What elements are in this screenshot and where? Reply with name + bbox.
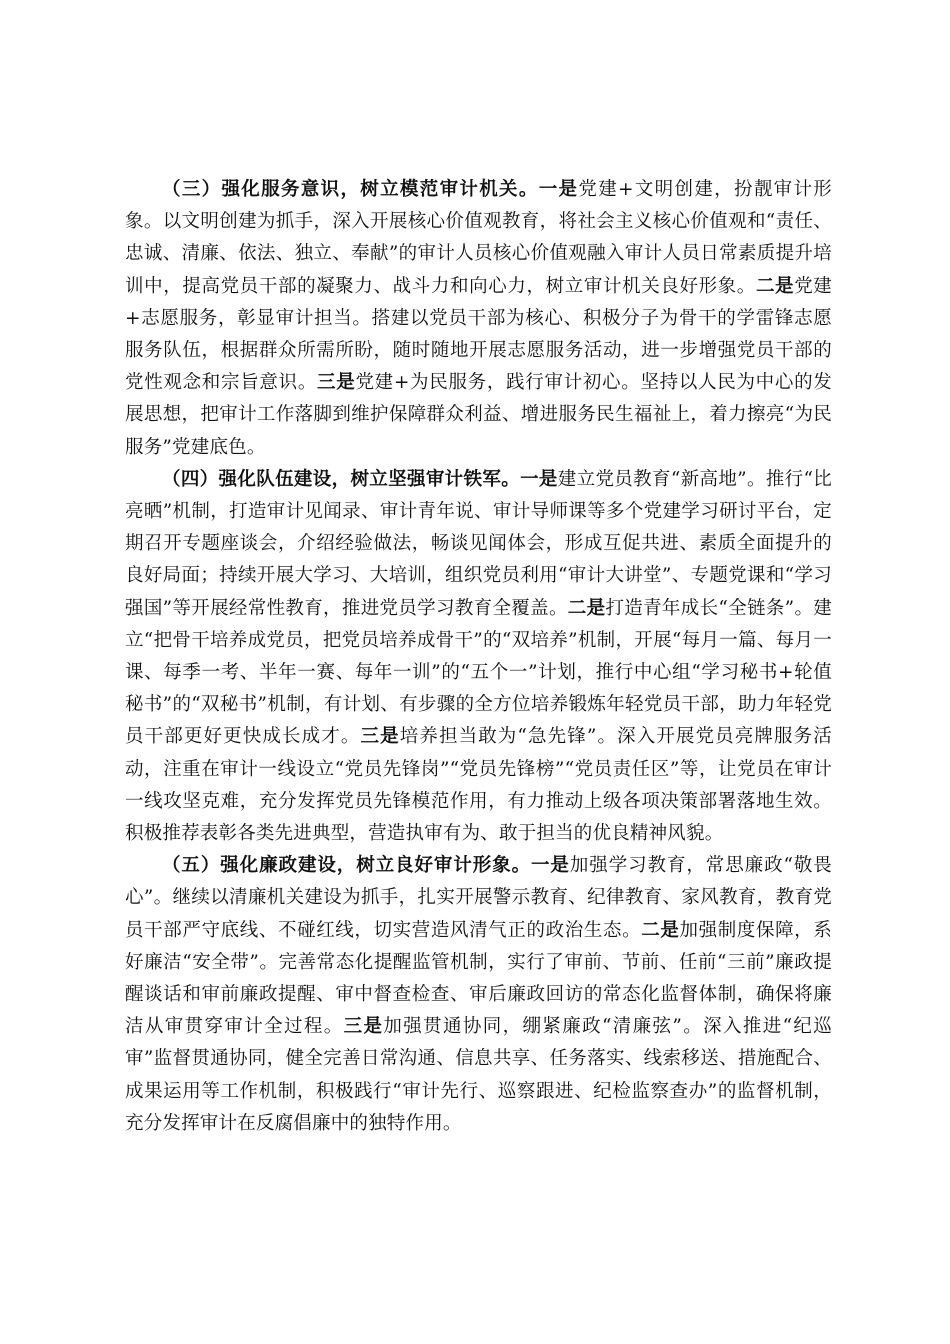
section-5-point-2-text: 加强制度保障，系好廉洁“安全带”。完善常态化提醒监管机制，实行了审前、节前、任前“三前”廉政提醒谈话和审前廉政提醒、审中督查检查、审后廉政回访的常态化监督体制，确保将廉洁从审贯穿审计全过程。 — [125, 919, 833, 1038]
section-4-point-3-lead: 三是 — [360, 726, 400, 748]
section-4-point-3-text: 培养担当敢为“急先锋”。深入开展党员亮牌服务活动，注重在审计一线设立“党员先锋岗”“党员先锋榜”“党员责任区”等，让党员在审计一线攻坚克难，充分发挥党员先锋模范作用，有力推动上级各项决策部署落地生效。积极推荐表彰各类先进典型，营造执审有为、敢于担当的优良精神风貌。 — [125, 726, 832, 845]
section-4-heading: （四）强化队伍建设，树立坚强审计铁军。 — [162, 468, 521, 490]
section-3-point-3-lead: 三是 — [317, 372, 356, 394]
section-5-heading: （五）强化廉政建设，树立良好审计形象。 — [162, 855, 532, 877]
section-4-paragraph — [125, 464, 832, 850]
section-5-paragraph — [125, 850, 832, 1140]
section-3-point-1-text: 党建+文明创建，扮靓审计形象。以文明创建为抓手，深入开展核心价值观教育，将社会主义核心价值观和“责任、忠诚、清廉、依法、独立、奉献”的审计人员核心价值观融入审计人员日常素质提升培训中，提高党员干部的凝聚力、战斗力和向心力，树立审计机关良好形象。 — [125, 179, 832, 297]
section-5-point-3-text: 加强贯通协同，绷紧廉政“清廉弦”。深入推进“纪巡审”监督贯通协同，健全完善日常沟通、信息共享、任务落实、线索移送、措施配合、成果运用等工作机制，积极践行“审计先行、巡察跟进、纪检监察查办”的监督机制，充分发挥审计在反腐倡廉中的独特作用。 — [125, 1016, 832, 1134]
section-3-point-2-text: 党建+志愿服务，彰显审计担当。搭建以党员干部为核心、积极分子为骨干的学雷锋志愿服务队伍，根据群众所需所盼，随时随地开展志愿服务活动，进一步增强党员干部的党性观念和宗旨意识。 — [125, 275, 833, 394]
section-3-point-1-lead: 一是 — [538, 179, 579, 200]
document-page — [125, 174, 832, 1140]
section-5-point-2-lead: 二是 — [641, 919, 680, 941]
section-5-point-1-text: 加强学习教育，常思廉政“敬畏心”。继续以清廉机关建设为抓手，扎实开展警示教育、纪律教育、家风教育，教育党员干部严守底线、不碰红线，切实营造风清气正的政治生态。 — [125, 855, 832, 941]
section-5-point-1-lead: 一是 — [531, 855, 570, 877]
section-4-point-1-text: 建立党员教育“新高地”。推行“比亮晒”机制，打造审计见闻录、审计青年说、审计导师课等多个党建学习研讨平台，定期召开专题座谈会，介绍经验做法，畅谈见闻体会，形成互促共进、素质全面提升的良好局面；持续开展大学习、大培训，组织党员利用“审计大讲堂”、专题党课和“学习强国”等开展经常性教育，推进党员学习教育全覆盖。 — [125, 468, 833, 619]
section-3-heading: （三）强化服务意识，树立模范审计机关。 — [162, 179, 539, 200]
section-3-point-3-text: 党建+为民服务，践行审计初心。坚持以人民为中心的发展思想，把审计工作落脚到维护保障群众利益、增进服务民生福祉上，着力擦亮“为民服务”党建底色。 — [125, 372, 832, 458]
section-4-point-2-lead: 二是 — [567, 597, 606, 619]
section-5-point-3-lead: 三是 — [343, 1016, 384, 1038]
section-4-point-1-lead: 一是 — [520, 468, 558, 490]
section-4-point-2-text: 打造青年成长“全链条”。建立“把骨干培养成党员，把党员培养成骨干”的“双培养”机制，开展“每月一篇、每月一课、每季一考、半年一赛、每年一训”的“五个一”计划，推行中心组“学习秘书+轮值秘书”的“双秘书”机制，有计划、有步骤的全方位培养锻炼年轻党员干部，助力年轻党员干部更好更快成长成才。 — [125, 597, 832, 748]
section-3-paragraph — [125, 174, 832, 464]
section-3-point-2-lead: 二是 — [755, 275, 795, 297]
